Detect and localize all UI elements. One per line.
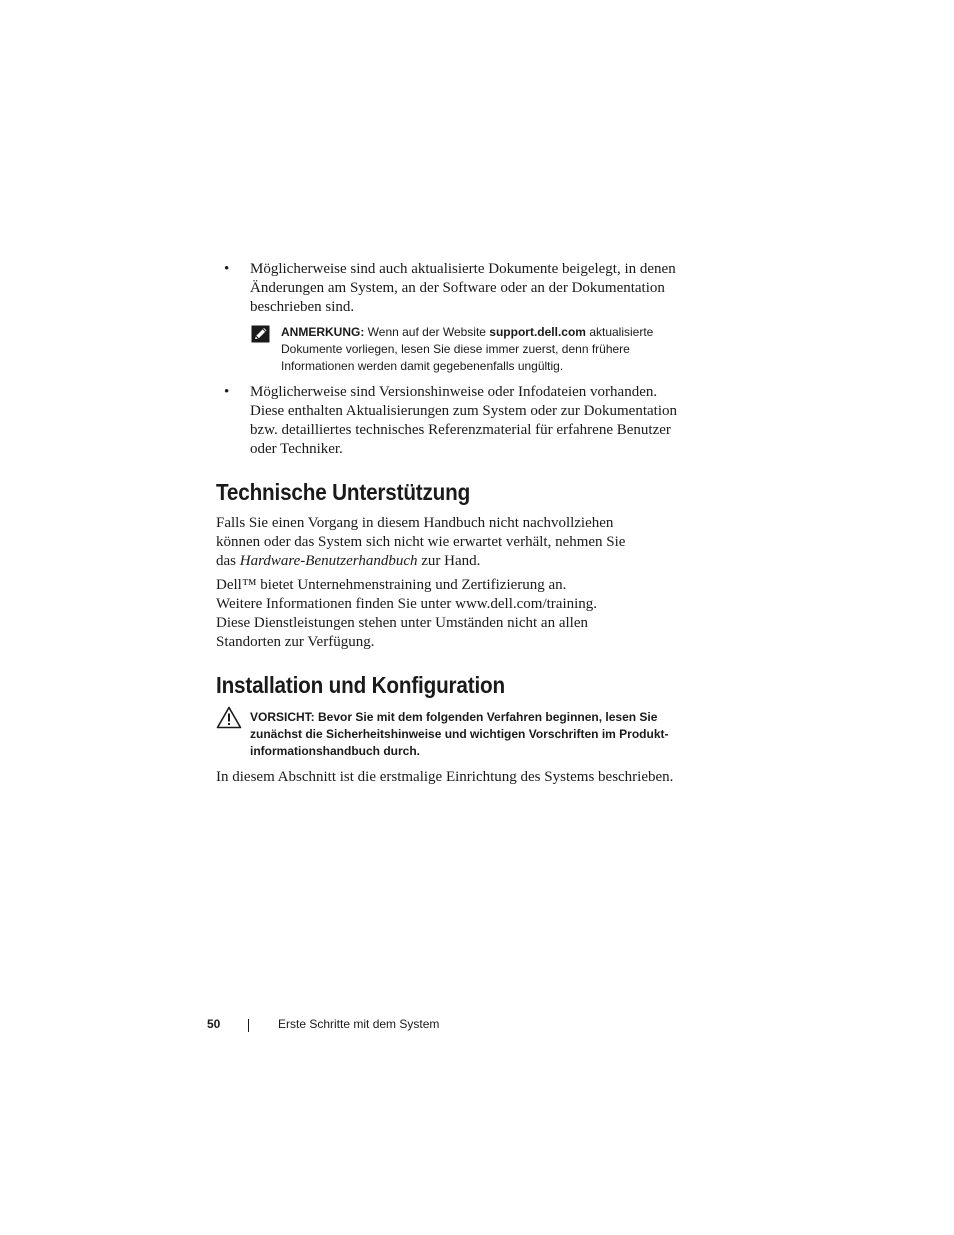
note-line-1 bbox=[281, 324, 701, 341]
setup-paragraph: In diesem Abschnitt ist die erstmalige Einrichtung des Systems beschrieben. bbox=[216, 769, 674, 785]
support-link[interactable]: support.dell.com bbox=[489, 325, 586, 339]
note-text: aktualisierte bbox=[585, 325, 654, 339]
bullet-line: bzw. detailliertes technisches Referenzmaterial für erfahrene Benutzer bbox=[250, 422, 671, 438]
bullet-line: Möglicherweise sind Versionshinweise oder Infodateien vorhanden. bbox=[250, 384, 658, 400]
caution-label: VORSICHT: bbox=[250, 710, 315, 724]
bullet-item-release-notes bbox=[250, 383, 712, 459]
paragraph-line: Standorten zur Verfügung. bbox=[216, 634, 375, 650]
section-heading-installation: Installation und Konfiguration bbox=[216, 672, 505, 698]
paragraph-line: Falls Sie einen Vorgang in diesem Handbuch nicht nachvollziehen bbox=[216, 515, 614, 531]
note-label: ANMERKUNG: bbox=[281, 325, 365, 339]
support-paragraph bbox=[216, 514, 686, 571]
bullet-line: Änderungen am System, an der Software oder an der Dokumentation bbox=[250, 280, 665, 296]
note-block bbox=[281, 324, 701, 375]
caution-line-3: informationshandbuch durch. bbox=[250, 744, 420, 758]
bullet-line: Diese enthalten Aktualisierungen zum System oder zur Dokumentation bbox=[250, 403, 677, 419]
note-pencil-icon bbox=[251, 325, 270, 343]
paragraph-text: . bbox=[593, 596, 598, 612]
bullet-marker: • bbox=[224, 261, 230, 277]
bullet-item-updated-documents bbox=[250, 260, 712, 317]
bullet-line: Möglicherweise sind auch aktualisierte Dokumente beigelegt, in denen bbox=[250, 261, 676, 277]
bullet-marker: • bbox=[224, 384, 230, 400]
hardware-manual-title: Hardware-Benutzerhandbuch bbox=[239, 553, 418, 569]
training-paragraph bbox=[216, 576, 686, 652]
paragraph-line: Diese Dienstleistungen stehen unter Umständen nicht an allen bbox=[216, 615, 588, 631]
paragraph-line: können oder das System sich nicht wie erwartet verhält, nehmen Sie bbox=[216, 534, 626, 550]
bullet-line: beschrieben sind. bbox=[250, 299, 355, 315]
warning-triangle-icon bbox=[216, 706, 242, 729]
paragraph-line bbox=[216, 552, 686, 571]
caution-text: Bevor Sie mit dem folgenden Verfahren beginnen, lesen Sie bbox=[314, 710, 658, 724]
training-link[interactable]: www.dell.com/training bbox=[455, 596, 594, 612]
caution-block bbox=[250, 709, 690, 760]
note-line-3: Informationen werden damit gegebenenfalls ungültig. bbox=[281, 359, 564, 373]
paragraph-text: Weitere Informationen finden Sie unter bbox=[216, 596, 456, 612]
paragraph-text: das bbox=[216, 553, 240, 569]
note-line-2: Dokumente vorliegen, lesen Sie diese immer zuerst, denn frühere bbox=[281, 342, 630, 356]
footer-title: Erste Schritte mit dem System bbox=[278, 1017, 440, 1031]
caution-line-2: zunächst die Sicherheitshinweise und wichtigen Vorschriften im Produkt- bbox=[250, 727, 669, 741]
footer-separator bbox=[248, 1019, 249, 1032]
note-text: Wenn auf der Website bbox=[367, 325, 490, 339]
caution-line-1 bbox=[250, 709, 690, 726]
paragraph-line bbox=[216, 595, 686, 614]
paragraph-text: zur Hand. bbox=[417, 553, 481, 569]
paragraph-line: Dell™ bietet Unternehmenstraining und Zertifizierung an. bbox=[216, 577, 567, 593]
page-number: 50 bbox=[207, 1017, 221, 1031]
section-heading-technical-support: Technische Unterstützung bbox=[216, 479, 471, 505]
bullet-line: oder Techniker. bbox=[250, 441, 343, 457]
